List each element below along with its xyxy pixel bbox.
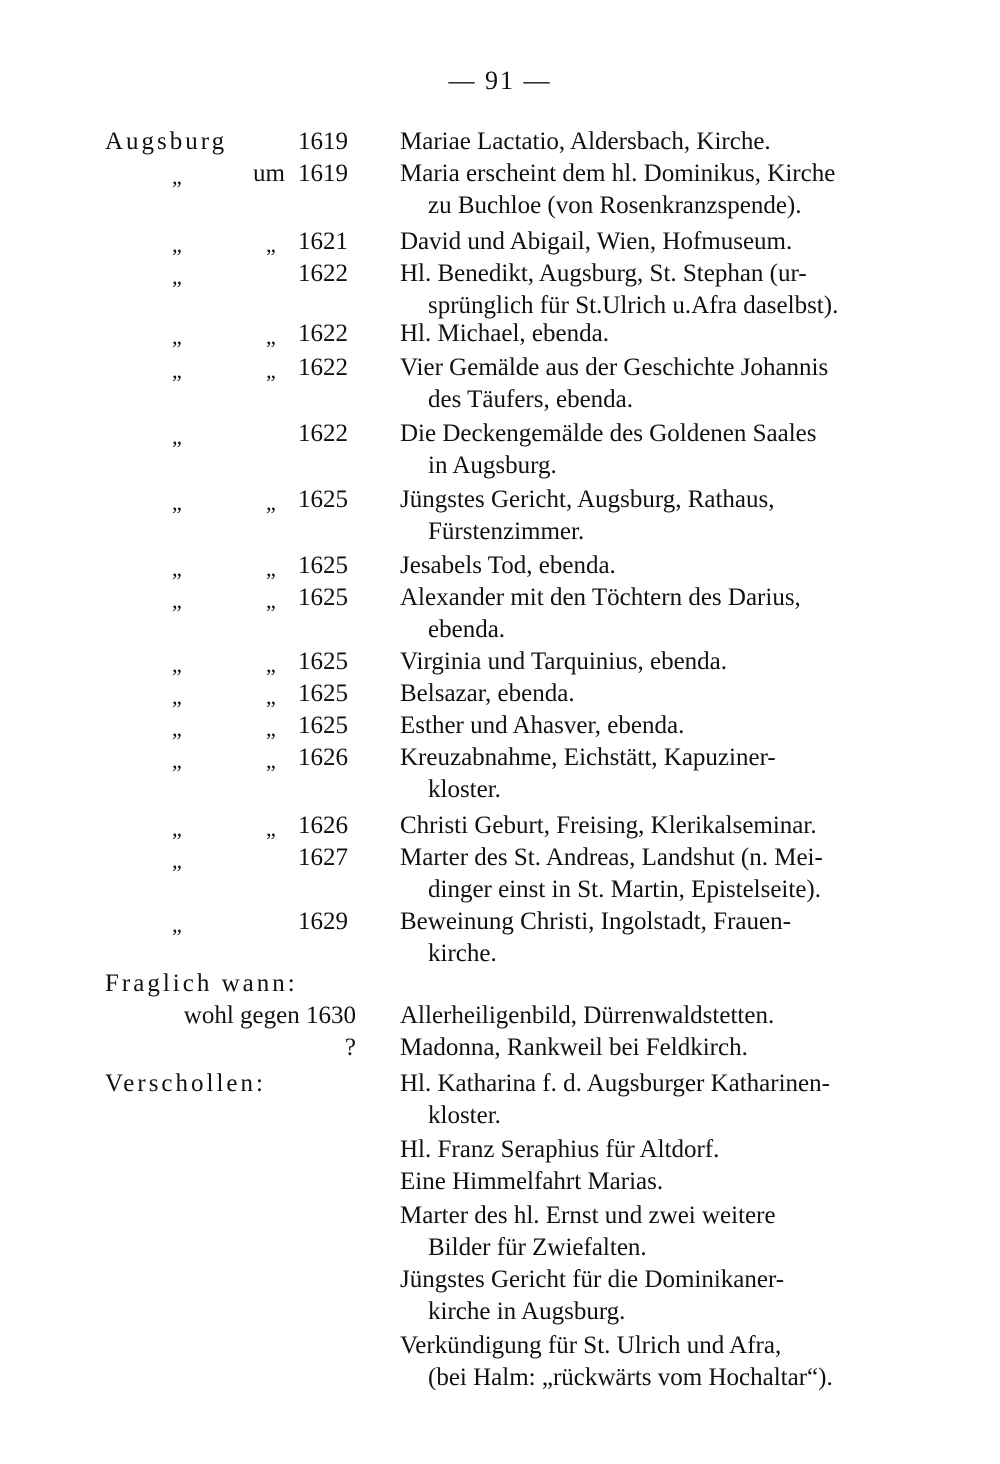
ditto-mark: „ xyxy=(172,848,182,873)
year: 1622 xyxy=(298,320,348,347)
description-line: Eine Himmelfahrt Marias. xyxy=(400,1168,664,1195)
description-line: Belsazar, ebenda. xyxy=(400,680,575,707)
description-line: Jüngstes Gericht für die Dominikaner- xyxy=(400,1266,785,1293)
description-line: Bilder für Zwiefalten. xyxy=(428,1234,647,1261)
entry-description xyxy=(400,418,895,482)
description-line: kirche in Augsburg. xyxy=(428,1298,626,1325)
entry-description xyxy=(400,126,895,158)
description-line: Madonna, Rankweil bei Feldkirch. xyxy=(400,1034,748,1061)
year: 1626 xyxy=(298,744,348,771)
ditto-mark: „ xyxy=(266,684,276,709)
entry-description xyxy=(400,158,895,222)
entry-description xyxy=(400,226,895,258)
description-line: dinger einst in St. Martin, Epistelseite). xyxy=(428,876,821,903)
description-line: kirche. xyxy=(428,940,497,967)
description-line: Verkündigung für St. Ulrich und Afra, xyxy=(400,1332,782,1359)
description-line: sprünglich für St.Ulrich u.Afra daselbst). xyxy=(428,292,839,319)
entry-description xyxy=(400,550,895,582)
description-line: Mariae Lactatio, Aldersbach, Kirche. xyxy=(400,128,771,155)
year: 1627 xyxy=(298,844,348,871)
entry-description xyxy=(400,1068,895,1132)
description-line: Esther und Ahasver, ebenda. xyxy=(400,712,685,739)
year: 1622 xyxy=(298,354,348,381)
entry-description xyxy=(400,710,895,742)
ditto-mark: „ xyxy=(172,748,182,773)
year: 1622 xyxy=(298,260,348,287)
year: 1625 xyxy=(298,648,348,675)
entry-description xyxy=(400,1032,895,1064)
entry-description xyxy=(400,318,895,350)
ditto-mark: „ xyxy=(266,324,276,349)
description-line: zu Buchloe (von Rosenkranzspende). xyxy=(428,192,802,219)
ditto-mark: „ xyxy=(172,264,182,289)
description-line: kloster. xyxy=(428,776,501,803)
entry-description xyxy=(400,258,895,322)
year: 1619 xyxy=(298,160,348,187)
ditto-mark: „ xyxy=(172,424,182,449)
description-line: Marter des hl. Ernst und zwei weitere xyxy=(400,1202,776,1229)
ditto-mark: „ xyxy=(266,716,276,741)
year: 1625 xyxy=(298,584,348,611)
entry-description xyxy=(400,352,895,416)
description-line: David und Abigail, Wien, Hofmuseum. xyxy=(400,228,793,255)
description-line: Marter des St. Andreas, Landshut (n. Mei- xyxy=(400,844,823,871)
entry-description xyxy=(400,742,895,806)
entry-description xyxy=(400,1166,895,1198)
year: ? xyxy=(344,1034,356,1061)
year-prefix: um xyxy=(253,160,285,187)
entry-description xyxy=(400,1000,895,1032)
description-line: Vier Gemälde aus der Geschichte Johannis xyxy=(400,354,829,381)
ditto-mark: „ xyxy=(172,816,182,841)
description-line: kloster. xyxy=(428,1102,501,1129)
ditto-mark: „ xyxy=(172,490,182,515)
year: 1621 xyxy=(298,228,348,255)
ditto-mark: „ xyxy=(172,716,182,741)
year: 1629 xyxy=(298,908,348,935)
description-line: Christi Geburt, Freising, Klerikalseminar. xyxy=(400,812,817,839)
ditto-mark: „ xyxy=(172,588,182,613)
year: 1626 xyxy=(298,812,348,839)
description-line: Maria erscheint dem hl. Dominikus, Kirche xyxy=(400,160,836,187)
entry-description xyxy=(400,1264,895,1328)
description-line: Hl. Franz Seraphius für Altdorf. xyxy=(400,1136,720,1163)
ditto-mark: „ xyxy=(172,232,182,257)
ditto-mark: „ xyxy=(266,748,276,773)
year: wohl gegen 1630 xyxy=(183,1002,356,1029)
description-line: Kreuzabnahme, Eichstätt, Kapuziner- xyxy=(400,744,776,771)
ditto-mark: „ xyxy=(172,684,182,709)
place-name: Augsburg xyxy=(105,128,228,155)
year: 1625 xyxy=(298,712,348,739)
year: 1619 xyxy=(298,128,348,155)
description-line: in Augsburg. xyxy=(428,452,557,479)
entry-description xyxy=(400,842,895,906)
description-line: Hl. Katharina f. d. Augsburger Katharinen- xyxy=(400,1070,830,1097)
entry-description xyxy=(400,1134,895,1166)
entry-description xyxy=(400,906,895,970)
page-number: — 91 — xyxy=(448,66,552,95)
ditto-mark: „ xyxy=(172,164,182,189)
entry-description xyxy=(400,678,895,710)
entry-description xyxy=(400,484,895,548)
ditto-mark: „ xyxy=(266,358,276,383)
description-line: Hl. Benedikt, Augsburg, St. Stephan (ur- xyxy=(400,260,807,287)
ditto-mark: „ xyxy=(266,588,276,613)
description-line: des Täufers, ebenda. xyxy=(428,386,634,413)
description-line: Allerheiligenbild, Dürrenwaldstetten. xyxy=(400,1002,775,1029)
entry-description xyxy=(400,810,895,842)
entry-description xyxy=(400,1330,895,1394)
ditto-mark: „ xyxy=(172,358,182,383)
year: 1625 xyxy=(298,680,348,707)
description-line: (bei Halm: „rückwärts vom Hochaltar“). xyxy=(428,1364,833,1391)
section-label-fraglich: Fraglich wann: xyxy=(105,970,298,997)
description-line: Beweinung Christi, Ingolstadt, Frauen- xyxy=(400,908,791,935)
ditto-mark: „ xyxy=(172,324,182,349)
description-line: Jesabels Tod, ebenda. xyxy=(400,552,616,579)
ditto-mark: „ xyxy=(172,556,182,581)
description-line: Fürstenzimmer. xyxy=(428,518,585,545)
ditto-mark: „ xyxy=(266,816,276,841)
description-line: Die Deckengemälde des Goldenen Saales xyxy=(400,420,817,447)
description-line: Alexander mit den Töchtern des Darius, xyxy=(400,584,801,611)
ditto-mark: „ xyxy=(266,556,276,581)
section-label-verschollen: Verschollen: xyxy=(105,1070,266,1097)
entry-description xyxy=(400,582,895,646)
description-line: ebenda. xyxy=(428,616,506,643)
description-line: Jüngstes Gericht, Augsburg, Rathaus, xyxy=(400,486,775,513)
ditto-mark: „ xyxy=(266,652,276,677)
entry-description xyxy=(400,646,895,678)
year: 1625 xyxy=(298,486,348,513)
year: 1625 xyxy=(298,552,348,579)
entry-description xyxy=(400,1200,895,1264)
ditto-mark: „ xyxy=(172,912,182,937)
description-line: Hl. Michael, ebenda. xyxy=(400,320,609,347)
ditto-mark: „ xyxy=(172,652,182,677)
ditto-mark: „ xyxy=(266,232,276,257)
description-line: Virginia und Tarquinius, ebenda. xyxy=(400,648,728,675)
ditto-mark: „ xyxy=(266,490,276,515)
year: 1622 xyxy=(298,420,348,447)
